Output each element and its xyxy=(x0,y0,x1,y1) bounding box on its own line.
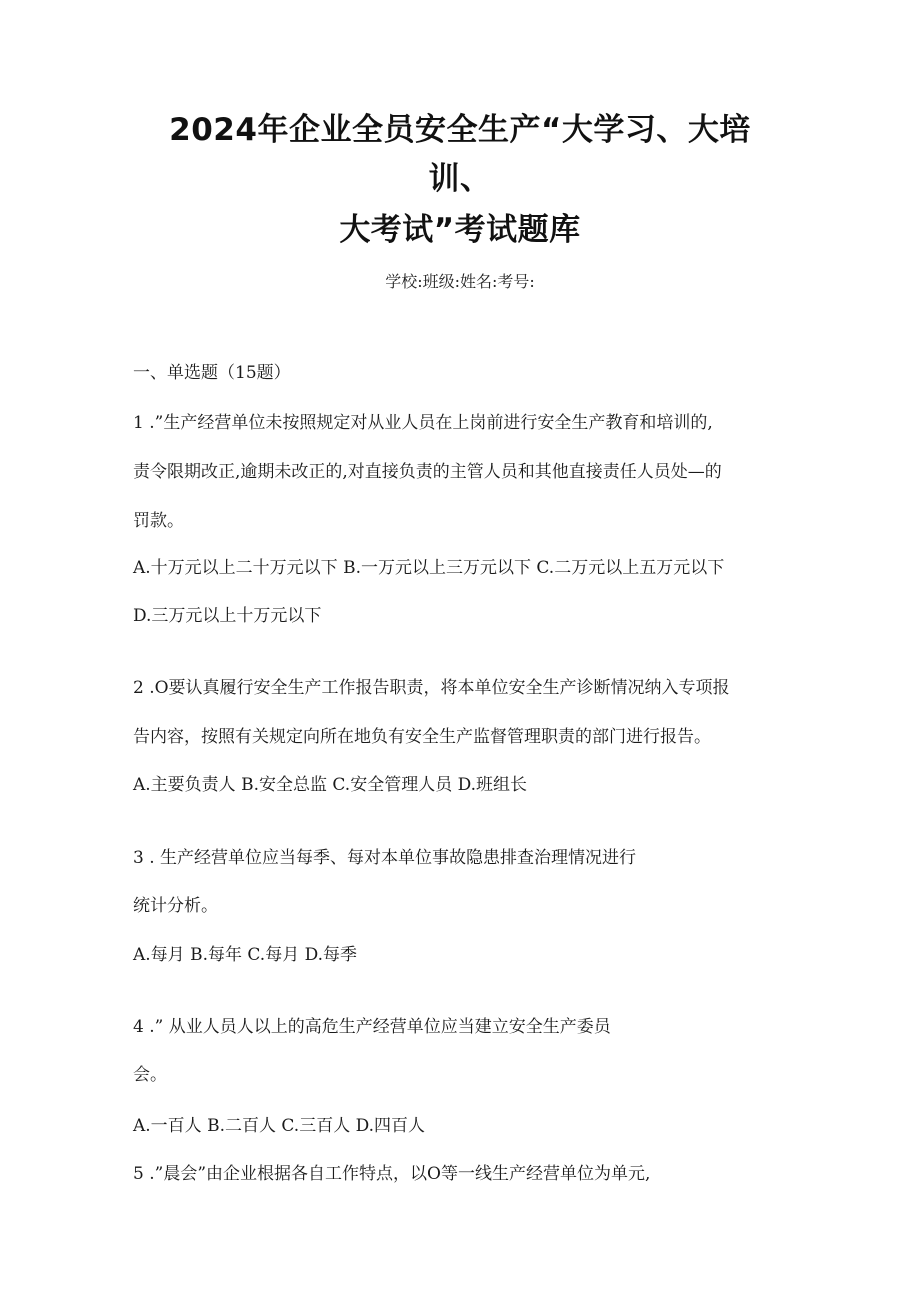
document-title-line-2: 训、 xyxy=(428,161,492,197)
question-3-stem-line-1: 3 . 生产经营单位应当每季、每对本单位事故隐患排查治理情况进行 xyxy=(133,848,637,868)
document-title-line-3: 大考试”考试题库 xyxy=(339,212,581,248)
question-1-stem-line-2: 责令限期改正,逾期未改正的,对直接负责的主管人员和其他直接责任人员处—的 xyxy=(133,462,722,482)
question-3-stem-line-2: 统计分析。 xyxy=(133,896,218,916)
student-info-line: 学校:班级:姓名:考号: xyxy=(385,272,535,291)
question-5-stem-line-1: 5 .”晨会”由企业根据各自工作特点，以O等一线生产经营单位为单元, xyxy=(133,1164,651,1184)
question-1-stem-line-1: 1 .”生产经营单位未按照规定对从业人员在上岗前进行安全生产教育和培训的, xyxy=(133,413,713,433)
question-4-stem-line-1: 4 .” 从业人员人以上的高危生产经营单位应当建立安全生产委员 xyxy=(133,1017,611,1037)
question-2-stem-line-1: 2 .O要认真履行安全生产工作报告职责，将本单位安全生产诊断情况纳入专项报 xyxy=(133,678,730,698)
document-title-line-1: 2024年企业全员安全生产“大学习、大培 xyxy=(169,112,751,148)
question-2-options-line-1: A.主要负责人 B.安全总监 C.安全管理人员 D.班组长 xyxy=(133,775,528,795)
question-2-stem-line-2: 告内容，按照有关规定向所在地负有安全生产监督管理职责的部门进行报告。 xyxy=(133,727,711,747)
question-4-options-line-1: A.一百人 B.二百人 C.三百人 D.四百人 xyxy=(133,1116,426,1136)
question-1-options-line-1: A.十万元以上二十万元以下 B.一万元以上三万元以下 C.二万元以上五万元以下 xyxy=(133,558,725,578)
question-4-stem-line-2: 会。 xyxy=(133,1065,167,1085)
question-1-options-line-2: D.三万元以上十万元以下 xyxy=(133,606,322,626)
section-heading: 一、单选题（15题） xyxy=(133,363,291,383)
question-1-stem-line-3: 罚款。 xyxy=(133,511,184,531)
question-3-options-line-1: A.每月 B.每年 C.每月 D.每季 xyxy=(133,945,358,965)
